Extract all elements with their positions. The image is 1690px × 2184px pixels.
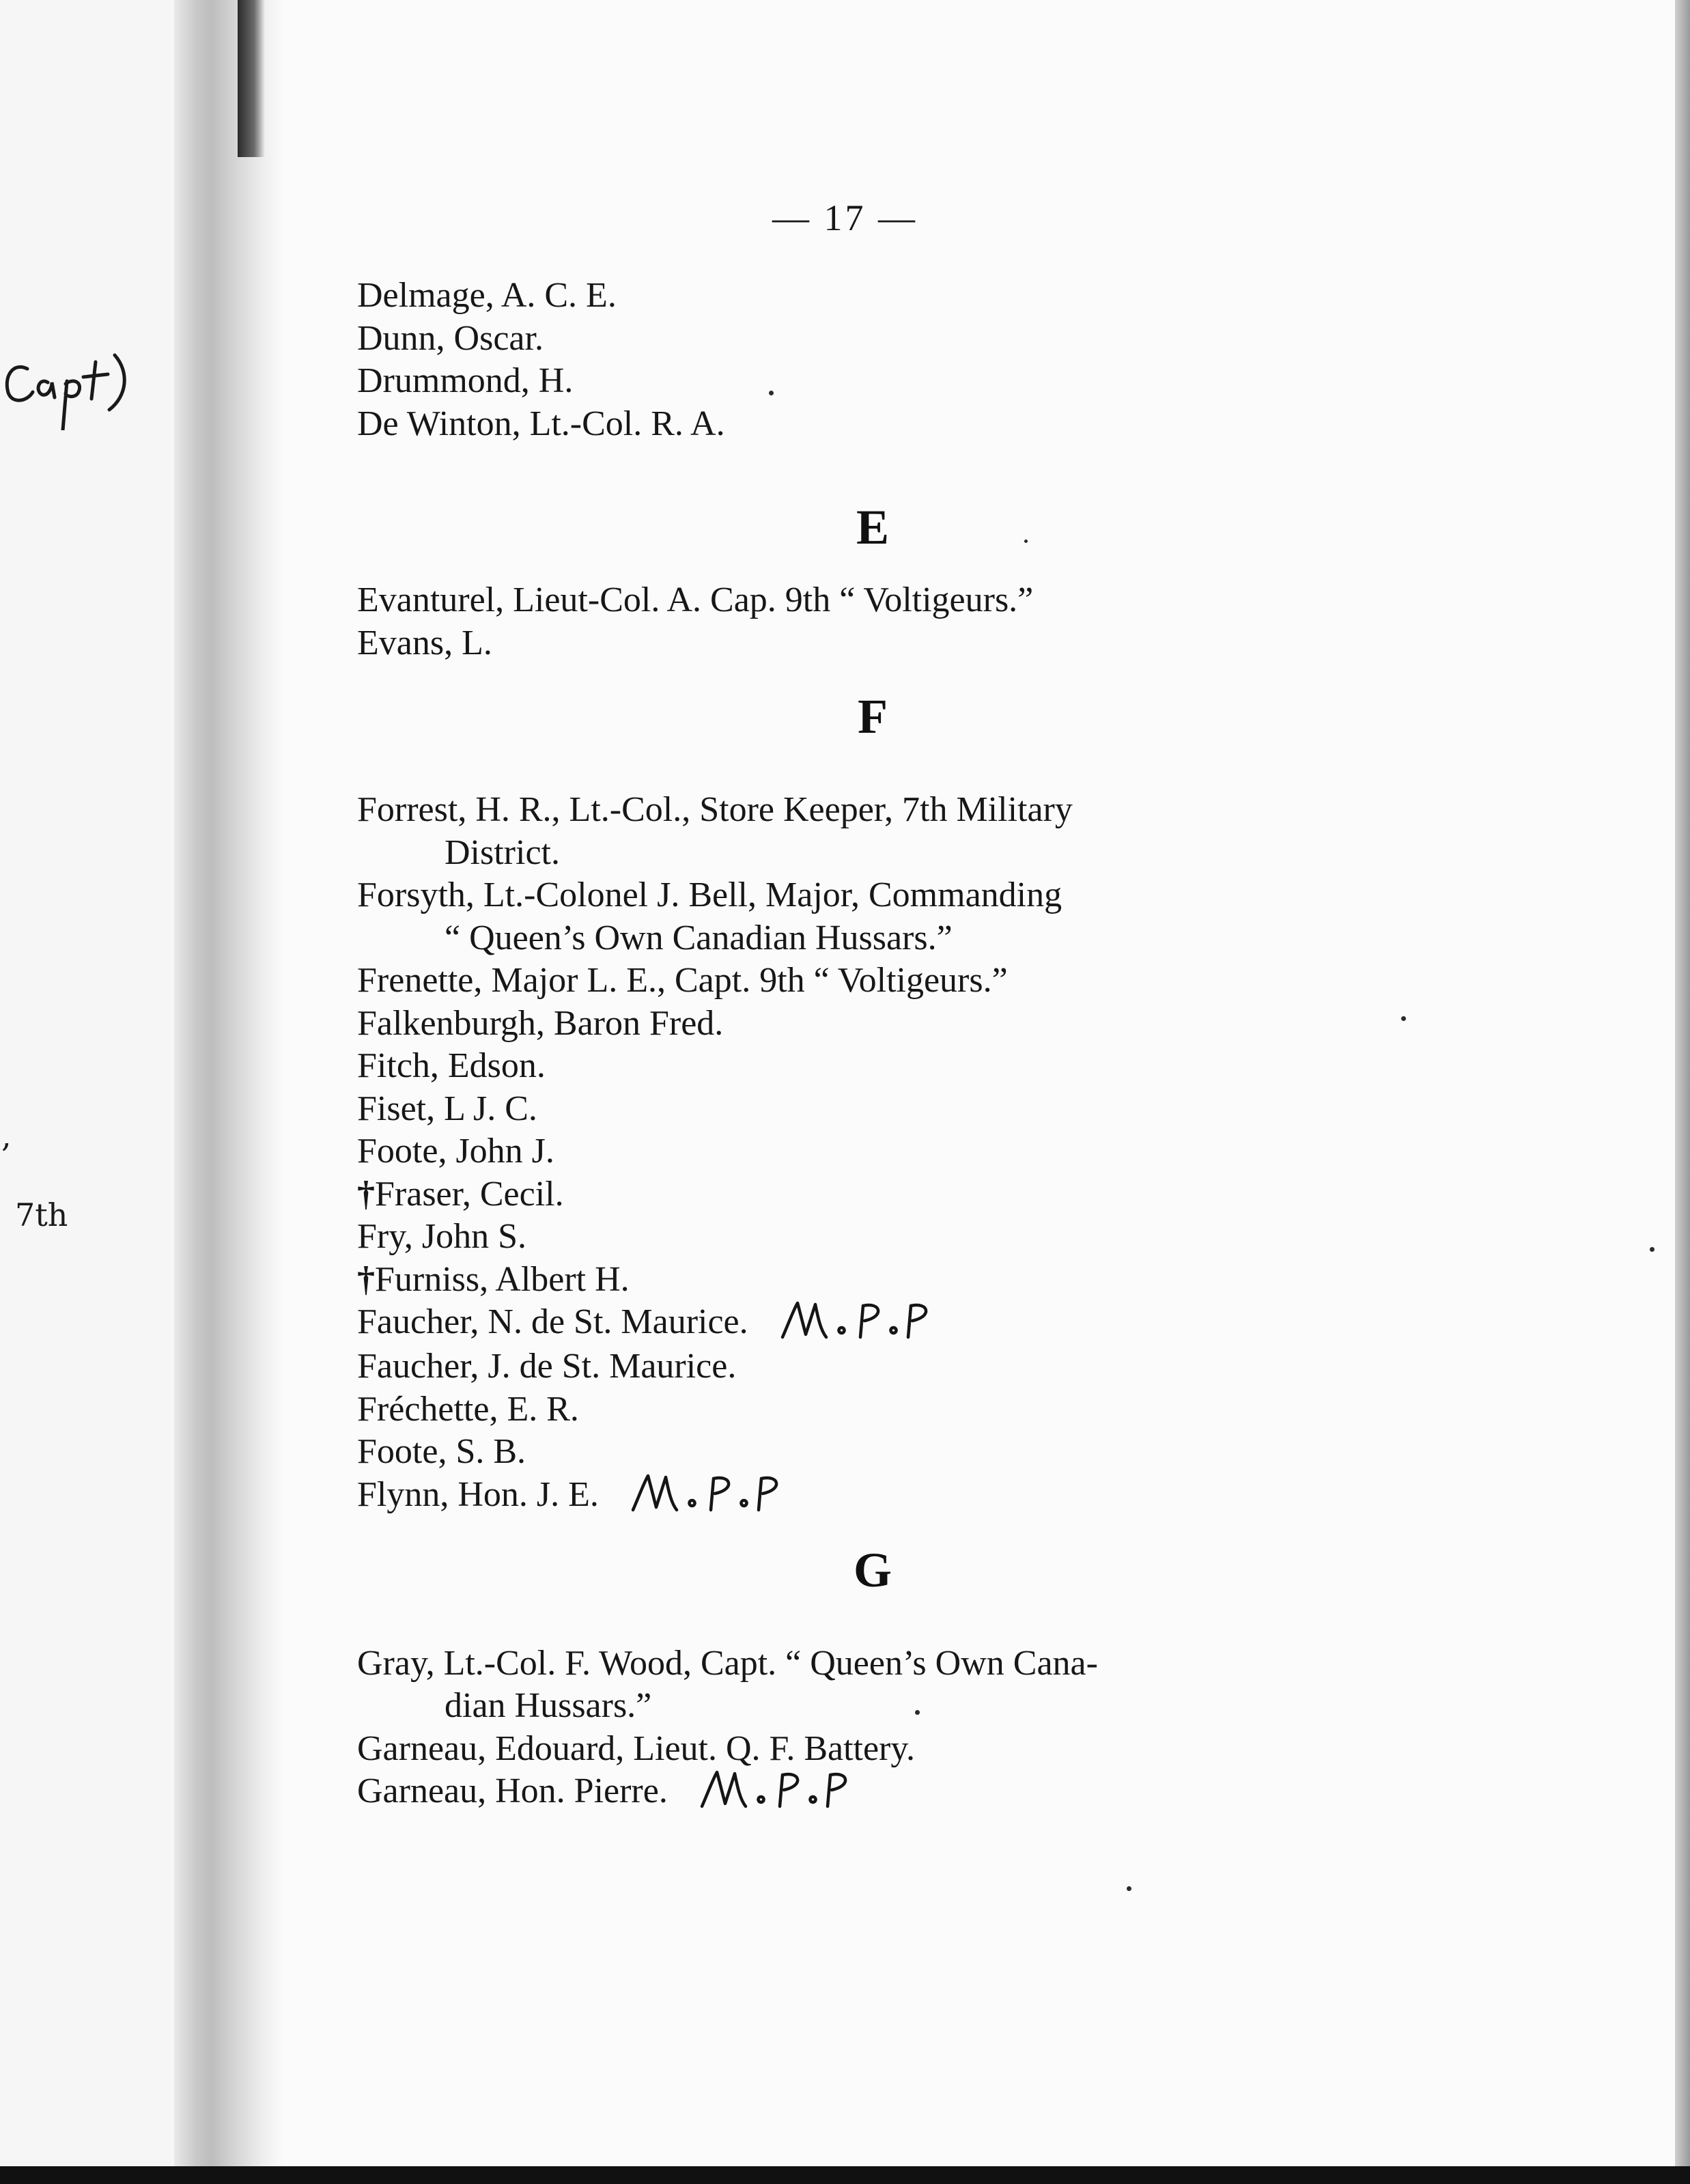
entry-text: District. (445, 832, 560, 872)
scan-speck (1024, 540, 1028, 543)
margin-handwritten-note (0, 341, 130, 430)
scan-speck (915, 1710, 920, 1715)
margin-7th: 7th (15, 1196, 68, 1233)
directory-entry (357, 1216, 1450, 1259)
entry-text: Faucher, N. de St. Maurice. (357, 1302, 748, 1341)
scan-speck (1127, 1886, 1131, 1891)
handwritten-mpp-annotation (629, 1477, 800, 1518)
deceased-dagger-mark: † (357, 1174, 375, 1214)
entry-text: dian Hussars.” (445, 1686, 652, 1726)
page-bottom-edge (0, 2166, 1690, 2184)
entry-text: Fitch, Edson. (357, 1046, 546, 1085)
directory-entry (357, 579, 1450, 622)
entry-text: Fiset, L J. C. (357, 1089, 537, 1128)
section-heading-g: G (853, 1542, 892, 1597)
directory-entry (357, 275, 1450, 318)
directory-entry-continuation (357, 832, 1450, 875)
entry-text: Foote, S. B. (357, 1432, 526, 1472)
page-number: — 17 — (772, 197, 918, 238)
directory-entry (357, 360, 1450, 403)
entry-text: Faucher, J. de St. Maurice. (357, 1347, 737, 1386)
entry-text: Evans, L. (357, 623, 492, 662)
entry-text: Forsyth, Lt.-Colonel J. Bell, Major, Commanding (357, 876, 1062, 914)
entry-text: Falkenburgh, Baron Fred. (357, 1003, 724, 1043)
directory-entry (357, 1345, 1450, 1388)
entry-text: Dunn, Oscar. (357, 318, 544, 358)
entry-text: Forrest, H. R., Lt.-Col., Store Keeper, 7th Military (357, 790, 1073, 829)
directory-entry (357, 1003, 1450, 1046)
directory-entry (357, 1728, 1450, 1771)
directory-entry (357, 622, 1450, 665)
directory-entry (357, 1130, 1450, 1173)
entry-text: Fréchette, E. R. (357, 1389, 579, 1429)
directory-entry-continuation (357, 1685, 1450, 1728)
handwritten-mpp-glyphs (629, 1470, 800, 1518)
entry-text: Evanturel, Lieut-Col. A. Cap. 9th “ Voltigeurs.” (357, 580, 1034, 619)
handwritten-mpp-glyphs (778, 1298, 949, 1345)
directory-entry (357, 1259, 1450, 1302)
entry-text: “ Queen’s Own Canadian Hussars.” (445, 918, 953, 957)
margin-comma: , (1, 1117, 12, 1154)
entry-text: Gray, Lt.-Col. F. Wood, Capt. “ Queen’s Own Cana- (357, 1643, 1098, 1683)
directory-entry (357, 318, 1450, 361)
name-directory (357, 275, 1450, 1815)
entry-text: Fraser, Cecil. (375, 1174, 564, 1214)
scan-speck (1401, 1016, 1406, 1021)
entry-text: Drummond, H. (357, 361, 574, 400)
entry-text: Delmage, A. C. E. (357, 276, 617, 315)
handwritten-mpp-annotation (698, 1774, 869, 1815)
directory-entry (357, 1642, 1450, 1685)
directory-entry (357, 1770, 1450, 1815)
directory-entry (357, 1431, 1450, 1474)
entry-text: De Winton, Lt.-Col. R. A. (357, 404, 725, 443)
directory-entry (357, 874, 1450, 917)
entry-text: Foote, John J. (357, 1132, 554, 1171)
directory-entry (357, 1301, 1450, 1345)
book-binding-shadow (174, 0, 283, 2184)
entry-text: Garneau, Edouard, Lieut. Q. F. Battery. (357, 1728, 915, 1768)
entry-text: Fry, John S. (357, 1217, 527, 1256)
entry-text: Garneau, Hon. Pierre. (357, 1772, 668, 1811)
deceased-dagger-mark: † (357, 1259, 375, 1299)
directory-entry (357, 960, 1450, 1003)
directory-entry (357, 1388, 1450, 1431)
section-heading-f: F (858, 689, 888, 744)
directory-entry (357, 1173, 1450, 1216)
entry-text: Frenette, Major L. E., Capt. 9th “ Voltigeurs.” (357, 961, 1008, 1000)
scan-speck (769, 391, 774, 395)
directory-entry-continuation (357, 917, 1450, 960)
section-heading-e: E (856, 500, 890, 555)
handwritten-capt-signature (0, 341, 130, 430)
directory-entry (357, 403, 1450, 446)
handwritten-mpp-glyphs (698, 1767, 869, 1815)
entry-text: Flynn, Hon. J. E. (357, 1474, 599, 1514)
binding-dark-edge (238, 0, 265, 157)
directory-entry (357, 1474, 1450, 1518)
directory-entry (357, 789, 1450, 832)
directory-entry (357, 1088, 1450, 1131)
scan-speck (1650, 1247, 1654, 1252)
page-right-edge (1675, 0, 1690, 2184)
entry-text: Furniss, Albert H. (375, 1259, 630, 1299)
directory-entry (357, 1045, 1450, 1088)
handwritten-mpp-annotation (778, 1304, 949, 1345)
